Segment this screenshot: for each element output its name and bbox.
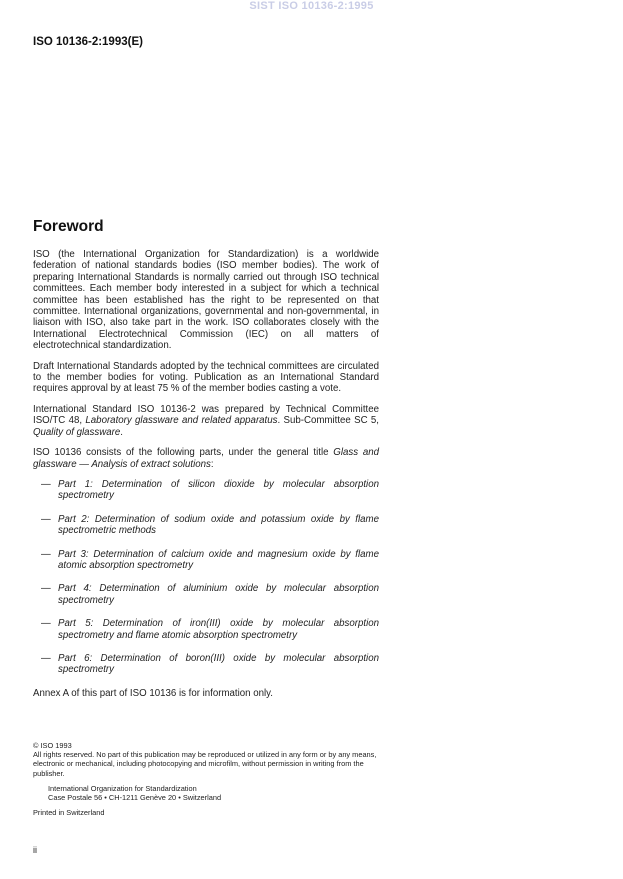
part-item — [33, 549, 379, 572]
part-title: Part 3: Determination of calcium oxide and magnesium oxide by flame atomic absorption spectrometry — [58, 548, 379, 571]
list-dash: — — [41, 478, 51, 490]
rights-statement: All rights reserved. No part of this publication may be reproduced or utilized in any form or by any means, electronic or mechanical, including photocopying and microfilm, without permission in writing from the publisher. — [33, 750, 377, 778]
paragraph-draft-standards: Draft International Standards adopted by the technical committees are circulated to the member bodies for voting. Publication as an International Standard requires approval by at least 75 % of the member bodies casting a vote. — [33, 360, 379, 395]
part-title: Part 1: Determination of silicon dioxide by molecular absorption spectrometry — [58, 478, 379, 502]
paragraph-parts-intro — [33, 447, 379, 470]
part-title: Part 5: Determination of iron(III) oxide by molecular absorption spectrometry and flame atomic absorption spectrometry — [58, 618, 379, 641]
foreword-heading: Foreword — [33, 218, 104, 235]
part-item — [33, 479, 379, 502]
page-number: ii — [33, 845, 37, 855]
watermark: SIST ISO 10136-2:1995 — [249, 0, 374, 12]
part-item — [33, 618, 379, 641]
part-item — [33, 514, 379, 537]
list-dash: — — [41, 548, 51, 560]
parts-list — [33, 479, 379, 676]
committee-title: Laboratory glassware and related apparatus — [85, 415, 278, 427]
subcommittee-title: Quality of glassware — [33, 426, 121, 438]
part-title: Part 2: Determination of sodium oxide and potassium oxide by flame spectrometric methods — [58, 513, 379, 537]
list-dash: — — [41, 513, 51, 525]
list-dash: — — [41, 652, 51, 664]
org-name: International Organization for Standardization — [48, 783, 197, 793]
annex-note: Annex A of this part of ISO 10136 is for information only. — [33, 687, 273, 699]
printed-in: Printed in Switzerland — [33, 808, 105, 818]
parts-intro-text: ISO 10136 consists of the following parts, under the general title — [33, 447, 334, 459]
prepared-by-text: International Standard ISO 10136-2 was prepared by Technical Committee ISO/TC 48, — [33, 403, 379, 427]
document-id: ISO 10136-2:1993(E) — [33, 36, 143, 48]
general-title: Glass and glassware — Analysis of extract solutions — [33, 447, 379, 470]
part-item — [33, 583, 379, 606]
part-item — [33, 653, 379, 676]
prepared-by-subcommittee: . Sub-Committee SC 5, — [277, 415, 379, 427]
foreword-body — [33, 249, 379, 708]
paragraph-iso-intro: ISO (the International Organization for Standardization) is a worldwide federation of national standards bodies (ISO member bodies). The work of preparing International Standards is normally carried out through ISO technical committees. Each member body interested in a subject for which a technical committee has been established has the right to be represented on that committee. International organizations, governmental and non-governmental, in liaison with ISO, also take part in the work. ISO collaborates closely with the International Electrotechnical Commission (IEC) on all matters of electrotechnical standardization. — [33, 249, 379, 352]
part-title: Part 4: Determination of aluminium oxide by molecular absorption spectrometry — [58, 583, 379, 606]
copyright-block — [33, 741, 379, 817]
part-title: Part 6: Determination of boron(III) oxide by molecular absorption spectrometry — [58, 652, 379, 676]
parts-intro-end: : — [210, 458, 214, 470]
paragraph-prepared-by — [33, 404, 379, 438]
list-dash: — — [41, 618, 51, 630]
prepared-by-end: . — [120, 426, 123, 438]
list-dash: — — [41, 583, 51, 595]
org-address: Case Postale 56 • CH-1211 Genève 20 • Switzerland — [48, 793, 222, 803]
copyright-line: © ISO 1993 — [33, 741, 72, 750]
